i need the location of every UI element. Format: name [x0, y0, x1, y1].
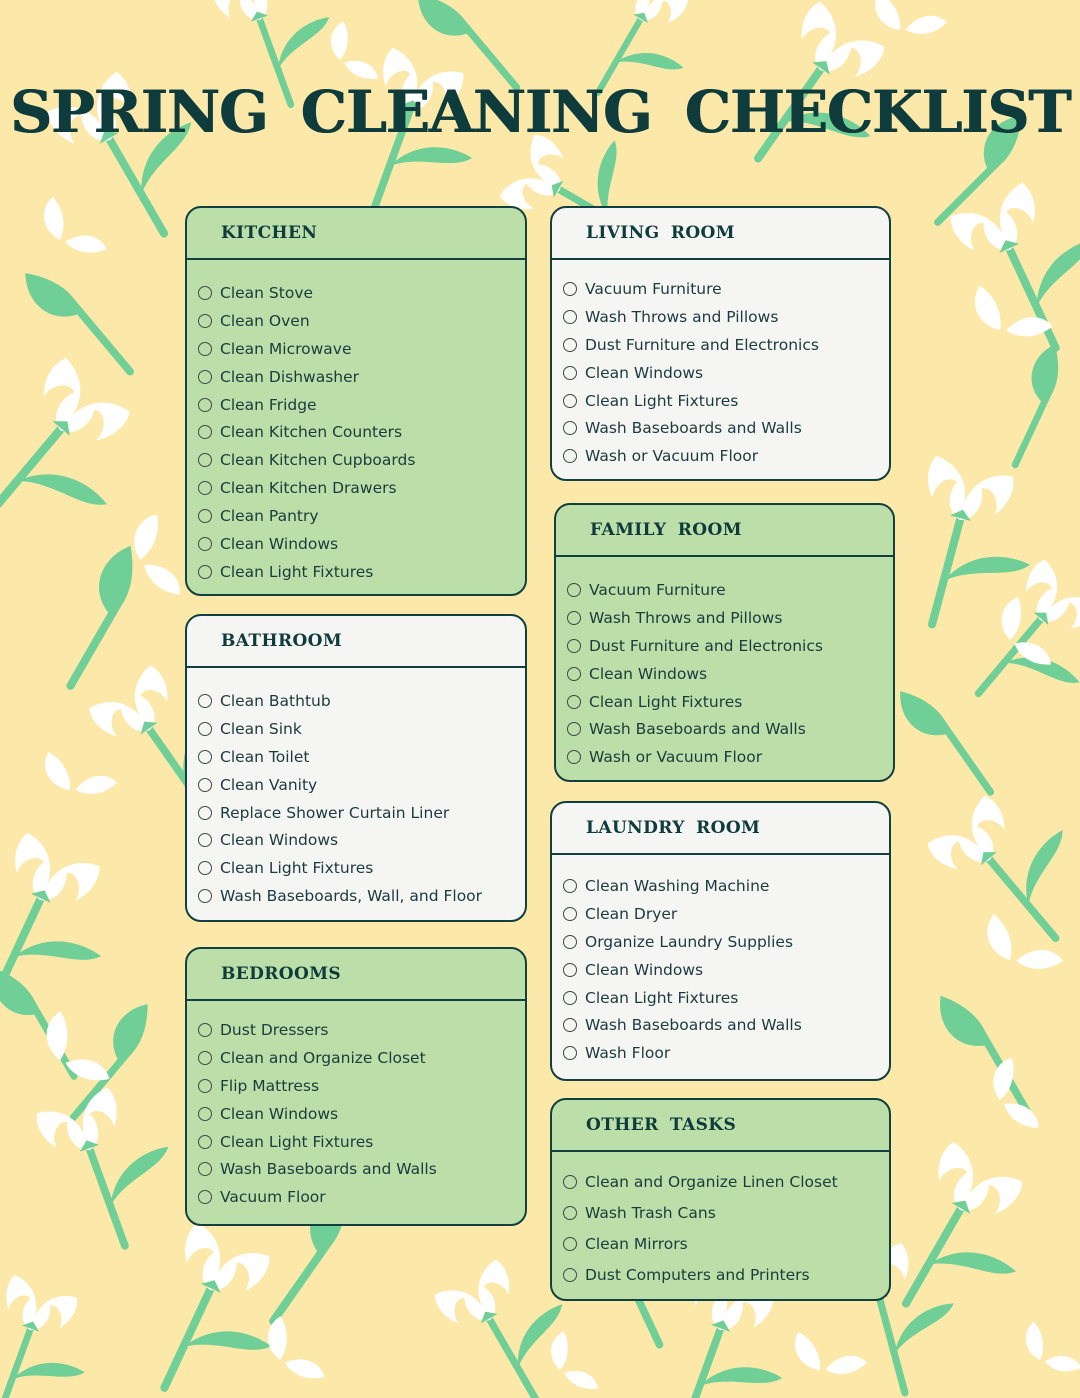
checklist-item-label: Wash or Vacuum Floor	[589, 748, 763, 767]
radio-icon[interactable]	[198, 1135, 212, 1149]
radio-icon[interactable]	[198, 481, 212, 495]
checklist-item	[198, 391, 525, 419]
checklist-item	[567, 632, 893, 660]
radio-icon[interactable]	[198, 833, 212, 847]
checklist-item	[567, 660, 893, 688]
radio-icon[interactable]	[563, 1268, 577, 1282]
checklist-item	[563, 442, 889, 470]
checklist-item-label: Wash Floor	[585, 1044, 671, 1063]
checklist-item	[198, 799, 525, 827]
bathroom-list	[187, 668, 525, 910]
white-leaves-icon	[262, 1315, 334, 1381]
radio-icon[interactable]	[198, 314, 212, 328]
radio-icon[interactable]	[198, 398, 212, 412]
checklist-item-label: Clean Kitchen Cupboards	[220, 451, 416, 470]
kitchen-card-title: KITCHEN	[187, 208, 525, 260]
checklist-item	[198, 307, 525, 335]
white-leaves-icon	[870, 0, 948, 47]
radio-icon[interactable]	[563, 991, 577, 1005]
laundry-room-list	[552, 855, 889, 1067]
other-tasks-card-title: OTHER TASKS	[552, 1100, 889, 1152]
checklist-item-label: Clean Light Fixtures	[589, 692, 743, 711]
checklist-item	[198, 882, 525, 910]
checklist-item	[563, 1166, 889, 1197]
radio-icon[interactable]	[567, 695, 581, 709]
checklist-item-label: Dust Furniture and Electronics	[585, 335, 819, 354]
checklist-item	[198, 743, 525, 771]
checklist-item	[563, 387, 889, 415]
tulip-icon	[869, 1140, 1057, 1343]
checklist-item	[198, 530, 525, 558]
checklist-item-label: Wash Throws and Pillows	[585, 307, 779, 326]
radio-icon[interactable]	[563, 310, 577, 324]
checklist-item	[198, 1072, 525, 1100]
leaf-icon	[993, 340, 1072, 466]
checklist-item	[563, 900, 889, 928]
radio-icon[interactable]	[563, 907, 577, 921]
radio-icon[interactable]	[563, 421, 577, 435]
radio-icon[interactable]	[198, 1107, 212, 1121]
checklist-item-label: Clean Light Fixtures	[585, 391, 739, 410]
checklist-item-label: Clean Toilet	[220, 747, 310, 766]
checklist-item-label: Clean Bathtub	[220, 691, 331, 710]
radio-icon[interactable]	[563, 1018, 577, 1032]
radio-icon[interactable]	[198, 565, 212, 579]
radio-icon[interactable]	[563, 1237, 577, 1251]
checklist-item-label: Clean Mirrors	[585, 1234, 688, 1253]
checklist-item	[567, 688, 893, 716]
family-room-card	[554, 503, 895, 782]
checklist-item-label: Clean Kitchen Drawers	[220, 479, 397, 498]
checklist-item-label: Wash Baseboards and Walls	[585, 419, 802, 438]
checklist-item	[567, 715, 893, 743]
checklist-item-label: Wash Baseboards, Wall, and Floor	[220, 887, 483, 906]
radio-icon[interactable]	[198, 694, 212, 708]
leaf-icon	[892, 680, 994, 807]
radio-icon[interactable]	[563, 366, 577, 380]
radio-icon[interactable]	[198, 778, 212, 792]
checklist-item	[567, 604, 893, 632]
checklist-item	[198, 418, 525, 446]
checklist-item-label: Clean Windows	[220, 534, 339, 553]
bedrooms-card-title: BEDROOMS	[187, 949, 525, 1001]
kitchen-card	[185, 206, 527, 596]
checklist-item-label: Clean Light Fixtures	[220, 859, 374, 878]
checklist-item	[563, 1039, 889, 1067]
checklist-item	[198, 502, 525, 530]
kitchen-list	[187, 260, 525, 586]
checklist-item	[198, 1155, 525, 1183]
checklist-item-label: Dust Computers and Printers	[585, 1265, 810, 1284]
radio-icon[interactable]	[198, 537, 212, 551]
radio-icon[interactable]	[198, 806, 212, 820]
checklist-item-label: Clean Sink	[220, 719, 302, 738]
radio-icon[interactable]	[567, 667, 581, 681]
radio-icon[interactable]	[563, 282, 577, 296]
checklist-item	[563, 1197, 889, 1228]
checklist-item-label: Clean Washing Machine	[585, 876, 770, 895]
radio-icon[interactable]	[198, 861, 212, 875]
radio-icon[interactable]	[567, 722, 581, 736]
checklist-item	[563, 928, 889, 956]
checklist-item-label: Clean Kitchen Counters	[220, 423, 403, 442]
page-title: SPRING CLEANING CHECKLIST	[9, 78, 1071, 146]
checklist-item	[198, 687, 525, 715]
checklist-item-label: Clean Light Fixtures	[220, 1132, 374, 1151]
radio-icon[interactable]	[198, 286, 212, 300]
family-room-list	[556, 557, 893, 771]
tulip-icon	[949, 557, 1080, 738]
checklist-item-label: Vacuum Floor	[220, 1188, 326, 1207]
checklist-item	[198, 335, 525, 363]
living-room-list	[552, 260, 889, 470]
checklist-item-label: Clean Fridge	[220, 395, 317, 414]
checklist-item-label: Organize Laundry Supplies	[585, 932, 794, 951]
tulip-icon	[891, 455, 1051, 645]
checklist-item	[563, 872, 889, 900]
bedrooms-card	[185, 947, 527, 1226]
laundry-room-card-title: LAUNDRY ROOM	[552, 803, 889, 855]
checklist-item	[198, 1016, 525, 1044]
checklist-item-label: Clean Light Fixtures	[585, 988, 739, 1007]
radio-icon[interactable]	[198, 342, 212, 356]
checklist-item-label: Clean Light Fixtures	[220, 562, 374, 581]
radio-icon[interactable]	[198, 370, 212, 384]
checklist-item	[563, 331, 889, 359]
family-room-card-title: FAMILY ROOM	[556, 505, 893, 557]
other-tasks-card	[550, 1098, 891, 1301]
radio-icon[interactable]	[198, 1051, 212, 1065]
checklist-item	[198, 1044, 525, 1072]
radio-icon[interactable]	[198, 509, 212, 523]
checklist-item-label: Wash Throws and Pillows	[589, 608, 783, 627]
radio-icon[interactable]	[198, 453, 212, 467]
tulip-icon	[0, 1274, 108, 1398]
checklist-item	[198, 279, 525, 307]
radio-icon[interactable]	[563, 963, 577, 977]
checklist-item-label: Clean and Organize Closet	[220, 1048, 426, 1067]
checklist-item-label: Clean Dishwasher	[220, 367, 360, 386]
radio-icon[interactable]	[198, 425, 212, 439]
tulip-icon	[34, 1075, 195, 1260]
checklist-item	[563, 359, 889, 387]
checklist-item-label: Clean Windows	[220, 831, 339, 850]
radio-icon[interactable]	[567, 583, 581, 597]
radio-icon[interactable]	[198, 722, 212, 736]
radio-icon[interactable]	[198, 1079, 212, 1093]
radio-icon[interactable]	[563, 338, 577, 352]
checklist-item-label: Wash or Vacuum Floor	[585, 447, 759, 466]
checklist-item	[198, 446, 525, 474]
laundry-room-card	[550, 801, 891, 1081]
checklist-item	[198, 474, 525, 502]
checklist-item	[198, 1183, 525, 1211]
radio-icon[interactable]	[198, 889, 212, 903]
checklist-item-label: Clean Windows	[585, 960, 704, 979]
radio-icon[interactable]	[563, 1046, 577, 1060]
checklist-item-label: Dust Dressers	[220, 1020, 329, 1039]
checklist-item	[198, 771, 525, 799]
checklist-item-label: Vacuum Furniture	[585, 279, 722, 298]
radio-icon[interactable]	[567, 750, 581, 764]
checklist-item-label: Clean Windows	[220, 1104, 339, 1123]
checklist-item	[563, 1259, 889, 1290]
living-room-card	[550, 206, 891, 481]
white-leaves-icon	[543, 1329, 610, 1392]
radio-icon[interactable]	[567, 611, 581, 625]
checklist-item	[563, 275, 889, 303]
checklist-item-label: Clean Stove	[220, 283, 314, 302]
checklist-item-label: Clean Vanity	[220, 775, 318, 794]
checklist-item	[198, 363, 525, 391]
checklist-item	[567, 576, 893, 604]
checklist-item-label: Clean Windows	[585, 363, 704, 382]
white-leaves-icon	[1026, 1322, 1080, 1372]
other-tasks-list	[552, 1152, 889, 1290]
bedrooms-list	[187, 1001, 525, 1211]
bathroom-card-title: BATHROOM	[187, 616, 525, 668]
white-leaves-icon	[984, 904, 1064, 977]
checklist-item-label: Dust Furniture and Electronics	[589, 636, 823, 655]
radio-icon[interactable]	[563, 1175, 577, 1189]
white-leaves-icon	[44, 197, 107, 253]
checklist-item-label: Clean Pantry	[220, 507, 319, 526]
checklist-item-label: Clean and Organize Linen Closet	[585, 1172, 838, 1191]
radio-icon[interactable]	[563, 394, 577, 408]
checklist-item-label: Wash Baseboards and Walls	[589, 720, 806, 739]
radio-icon[interactable]	[563, 935, 577, 949]
checklist-item-label: Wash Baseboards and Walls	[585, 1016, 802, 1035]
checklist-item	[198, 1100, 525, 1128]
checklist-item-label: Replace Shower Curtain Liner	[220, 803, 450, 822]
checklist-item-label: Clean Oven	[220, 311, 310, 330]
white-leaves-icon	[790, 1313, 868, 1387]
checklist-item-label: Wash Baseboards and Walls	[220, 1160, 437, 1179]
checklist-item-label: Flip Mattress	[220, 1076, 320, 1095]
leaf-icon	[45, 540, 150, 688]
radio-icon[interactable]	[198, 750, 212, 764]
checklist-item-label: Vacuum Furniture	[589, 580, 726, 599]
radio-icon[interactable]	[198, 1023, 212, 1037]
radio-icon[interactable]	[563, 879, 577, 893]
checklist-item	[567, 743, 893, 771]
bathroom-card	[185, 614, 527, 922]
white-leaves-icon	[40, 733, 118, 807]
checklist-item-label: Wash Trash Cans	[585, 1203, 716, 1222]
checklist-item	[563, 1011, 889, 1039]
white-leaves-icon	[323, 19, 390, 82]
checklist-item-label: Clean Windows	[589, 664, 708, 683]
checklist-item	[198, 558, 525, 586]
radio-icon[interactable]	[563, 449, 577, 463]
checklist-item	[198, 715, 525, 743]
checklist-item	[563, 1228, 889, 1259]
checklist-item	[563, 956, 889, 984]
checklist-item	[198, 854, 525, 882]
checklist-item	[563, 303, 889, 331]
checklist-item	[563, 984, 889, 1012]
radio-icon[interactable]	[198, 1190, 212, 1204]
checklist-item-label: Clean Microwave	[220, 339, 352, 358]
radio-icon[interactable]	[563, 1206, 577, 1220]
checklist-item	[198, 826, 525, 854]
radio-icon[interactable]	[198, 1162, 212, 1176]
living-room-card-title: LIVING ROOM	[552, 208, 889, 260]
checklist-item	[563, 414, 889, 442]
checklist-item	[198, 1128, 525, 1156]
radio-icon[interactable]	[567, 639, 581, 653]
checklist-item-label: Clean Dryer	[585, 904, 678, 923]
